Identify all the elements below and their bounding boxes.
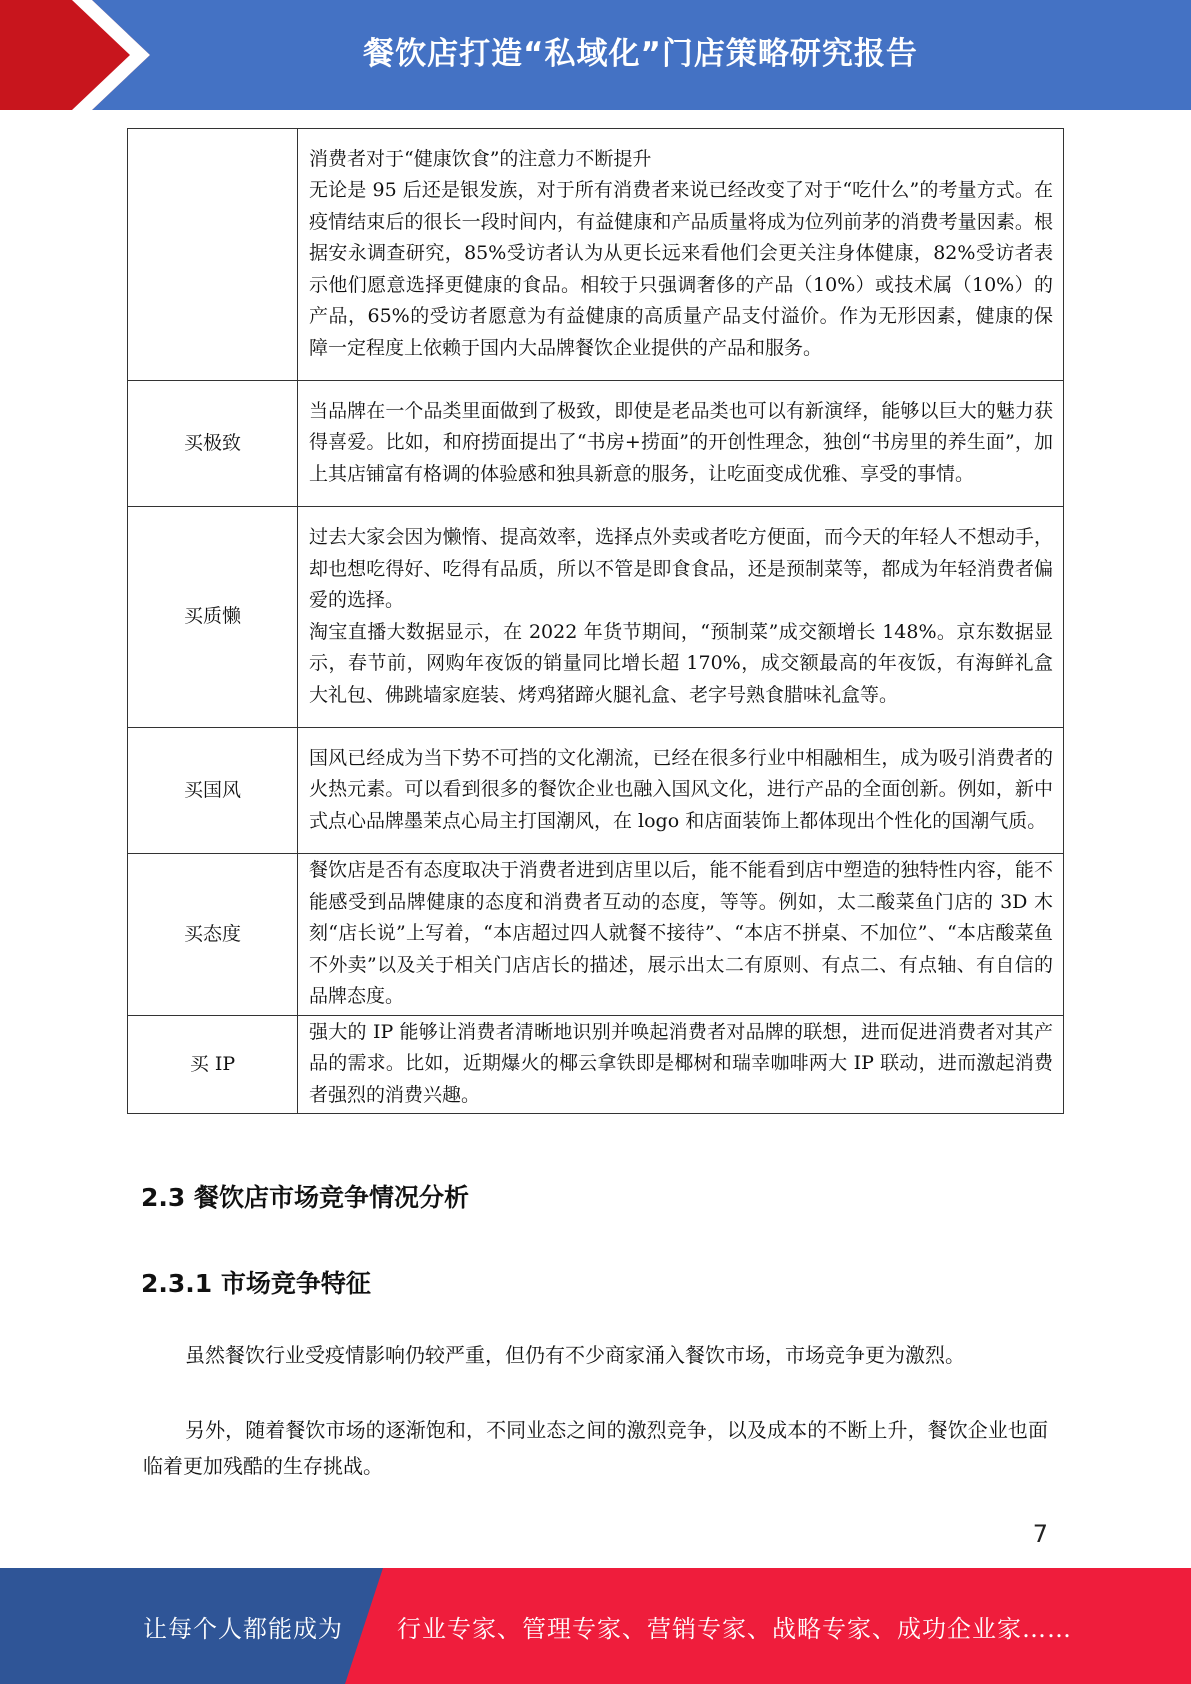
header-arrow-logo bbox=[0, 0, 150, 110]
table-row bbox=[128, 129, 1064, 381]
body-paragraph: 虽然餐饮行业受疫情影响仍较严重，但仍有不少商家涌入餐饮市场，市场竞争更为激烈。 bbox=[185, 1343, 965, 1367]
table-row-description bbox=[298, 728, 1064, 854]
page-header bbox=[0, 0, 1191, 110]
page-footer bbox=[0, 1568, 1191, 1684]
table-row bbox=[128, 381, 1064, 507]
header-title: 餐饮店打造“私域化”门店策略研究报告 bbox=[363, 35, 918, 72]
table-cell-paragraph: 消费者对于“健康饮食”的注意力不断提升 bbox=[309, 147, 652, 170]
table-row-category: 买态度 bbox=[128, 854, 298, 1016]
table-row bbox=[128, 507, 1064, 728]
footer-slogan-left: 让每个人都能成为 bbox=[143, 1614, 343, 1643]
table-row-description bbox=[298, 129, 1064, 381]
table-row-category: 买国风 bbox=[128, 728, 298, 854]
table-row bbox=[128, 728, 1064, 854]
table-row-description bbox=[298, 507, 1064, 728]
section-heading: 2.3 餐饮店市场竞争情况分析 bbox=[141, 1183, 469, 1212]
table-row-category: 买 IP bbox=[128, 1015, 298, 1114]
table-row-category: 买质懒 bbox=[128, 507, 298, 728]
table-cell-paragraph: 淘宝直播大数据显示，在 2022 年货节期间，“预制菜”成交额增长 148%。京东数据显示，春节前，网购年夜饭的销量同比增长超 170%，成交额最高的年夜饭，有海鲜礼盒大礼包、佛跳墙家庭装、烤鸡猪蹄火腿礼盒、老字号熟食腊味礼盒等。 bbox=[309, 620, 1053, 706]
table-row-category: 买极致 bbox=[128, 381, 298, 507]
table-cell-paragraph: 当品牌在一个品类里面做到了极致，即使是老品类也可以有新演绎，能够以巨大的魅力获得喜爱。比如，和府捞面提出了“书房+捞面”的开创性理念，独创“书房里的养生面”，加上其店铺富有格调的体验感和独具新意的服务，让吃面变成优雅、享受的事情。 bbox=[309, 399, 1053, 485]
table-cell-paragraph: 无论是 95 后还是银发族，对于所有消费者来说已经改变了对于“吃什么”的考量方式。在疫情结束后的很长一段时间内，有益健康和产品质量将成为位列前茅的消费考量因素。根据安永调查研究，85%受访者认为从更长远来看他们会更关注身体健康，82%受访者表示他们愿意选择更健康的食品。相较于只强调奢侈的产品（10%）或技术属（10%）的产品，65%的受访者愿意为有益健康的高质量产品支付溢价。作为无形因素，健康的保障一定程度上依赖于国内大品牌餐饮企业提供的产品和服务。 bbox=[309, 179, 1053, 359]
table-cell-paragraph: 国风已经成为当下势不可挡的文化潮流，已经在很多行业中相融相生，成为吸引消费者的火热元素。可以看到很多的餐饮企业也融入国风文化，进行产品的全面创新。例如，新中式点心品牌墨茉点心局主打国潮风，在 logo 和店面装饰上都体现出个性化的国潮气质。 bbox=[309, 746, 1053, 832]
table-row bbox=[128, 854, 1064, 1016]
footer-slogan-right: 行业专家、管理专家、营销专家、战略专家、成功企业家…… bbox=[397, 1614, 1072, 1643]
table-cell-paragraph: 过去大家会因为懒惰、提高效率，选择点外卖或者吃方便面，而今天的年轻人不想动手，却也想吃得好、吃得有品质，所以不管是即食食品，还是预制菜等，都成为年轻消费者偏爱的选择。 bbox=[309, 526, 1053, 611]
table-cell-paragraph: 餐饮店是否有态度取决于消费者进到店里以后，能不能看到店中塑造的独特性内容，能不能感受到品牌健康的态度和消费者互动的态度，等等。例如，太二酸菜鱼门店的 3D 木刻“店长说”上写着，“本店超过四人就餐不接待”、“本店不拼桌、不加位”、“本店酸菜鱼不外卖”以及关于相关门店店长的描述，展示出太二有原则、有点二、有点轴、有自信的品牌态度。 bbox=[309, 859, 1053, 1007]
consumer-trend-table bbox=[127, 128, 1064, 1114]
table-row-category bbox=[128, 129, 298, 381]
body-paragraph: 另外，随着餐饮市场的逐渐饱和，不同业态之间的激烈竞争，以及成本的不断上升，餐饮企业也面临着更加残酷的生存挑战。 bbox=[143, 1418, 1048, 1478]
page-number: 7 bbox=[1032, 1520, 1048, 1548]
table-cell-paragraph: 强大的 IP 能够让消费者清晰地识别并唤起消费者对品牌的联想，进而促进消费者对其产品的需求。比如，近期爆火的椰云拿铁即是椰树和瑞幸咖啡两大 IP 联动，进而激起消费者强烈的消费兴趣。 bbox=[309, 1020, 1053, 1106]
table-row-description bbox=[298, 381, 1064, 507]
table-row-description bbox=[298, 1015, 1064, 1114]
subsection-heading: 2.3.1 市场竞争特征 bbox=[141, 1269, 371, 1298]
table-row bbox=[128, 1015, 1064, 1114]
table-row-description bbox=[298, 854, 1064, 1016]
